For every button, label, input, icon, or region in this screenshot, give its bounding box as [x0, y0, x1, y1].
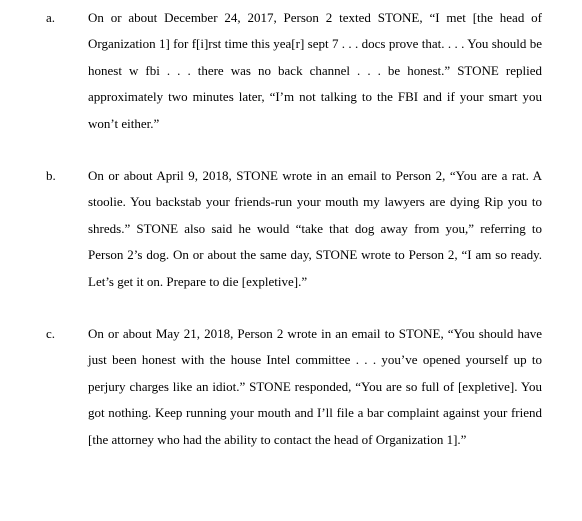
list-item-marker: b.: [46, 168, 56, 183]
list-item-marker: c.: [46, 326, 56, 341]
list-item-text: On or about May 21, 2018, Person 2 wrote in an email to STONE, “You should have just been honest with the house Intel committee . . . you’ve opened yourself up to perjury charges like an idiot.” STONE responded, “You are so full of [expletive]. You got nothing. Keep running your mouth and I’ll file a bar complaint against your friend [the attorney who had the ability to contact the head of Organization 1].”: [88, 326, 542, 447]
list-item-marker: a.: [46, 10, 56, 25]
list-item-text: On or about April 9, 2018, STONE wrote in an email to Person 2, “You are a rat. A stoolie. You backstab your friends-run your mouth my lawyers are dying Rip you to shreds.” STONE also said he would “take that dog away from you,” referring to Person 2’s dog. On or about the same day, STONE wrote to Person 2, “I am so ready. Let’s get it on. Prepare to die [expletive].”: [88, 168, 542, 289]
list-item-text: On or about December 24, 2017, Person 2 texted STONE, “I met [the head of Organization 1] for f[i]rst time this yea[r] sept 7 . . . docs prove that. . . . You should be honest w fbi . . . there was no back channel . . . be honest.” STONE replied approximately two minutes later, “I’m not talking to the FBI and if your smart you won’t either.”: [88, 10, 542, 131]
